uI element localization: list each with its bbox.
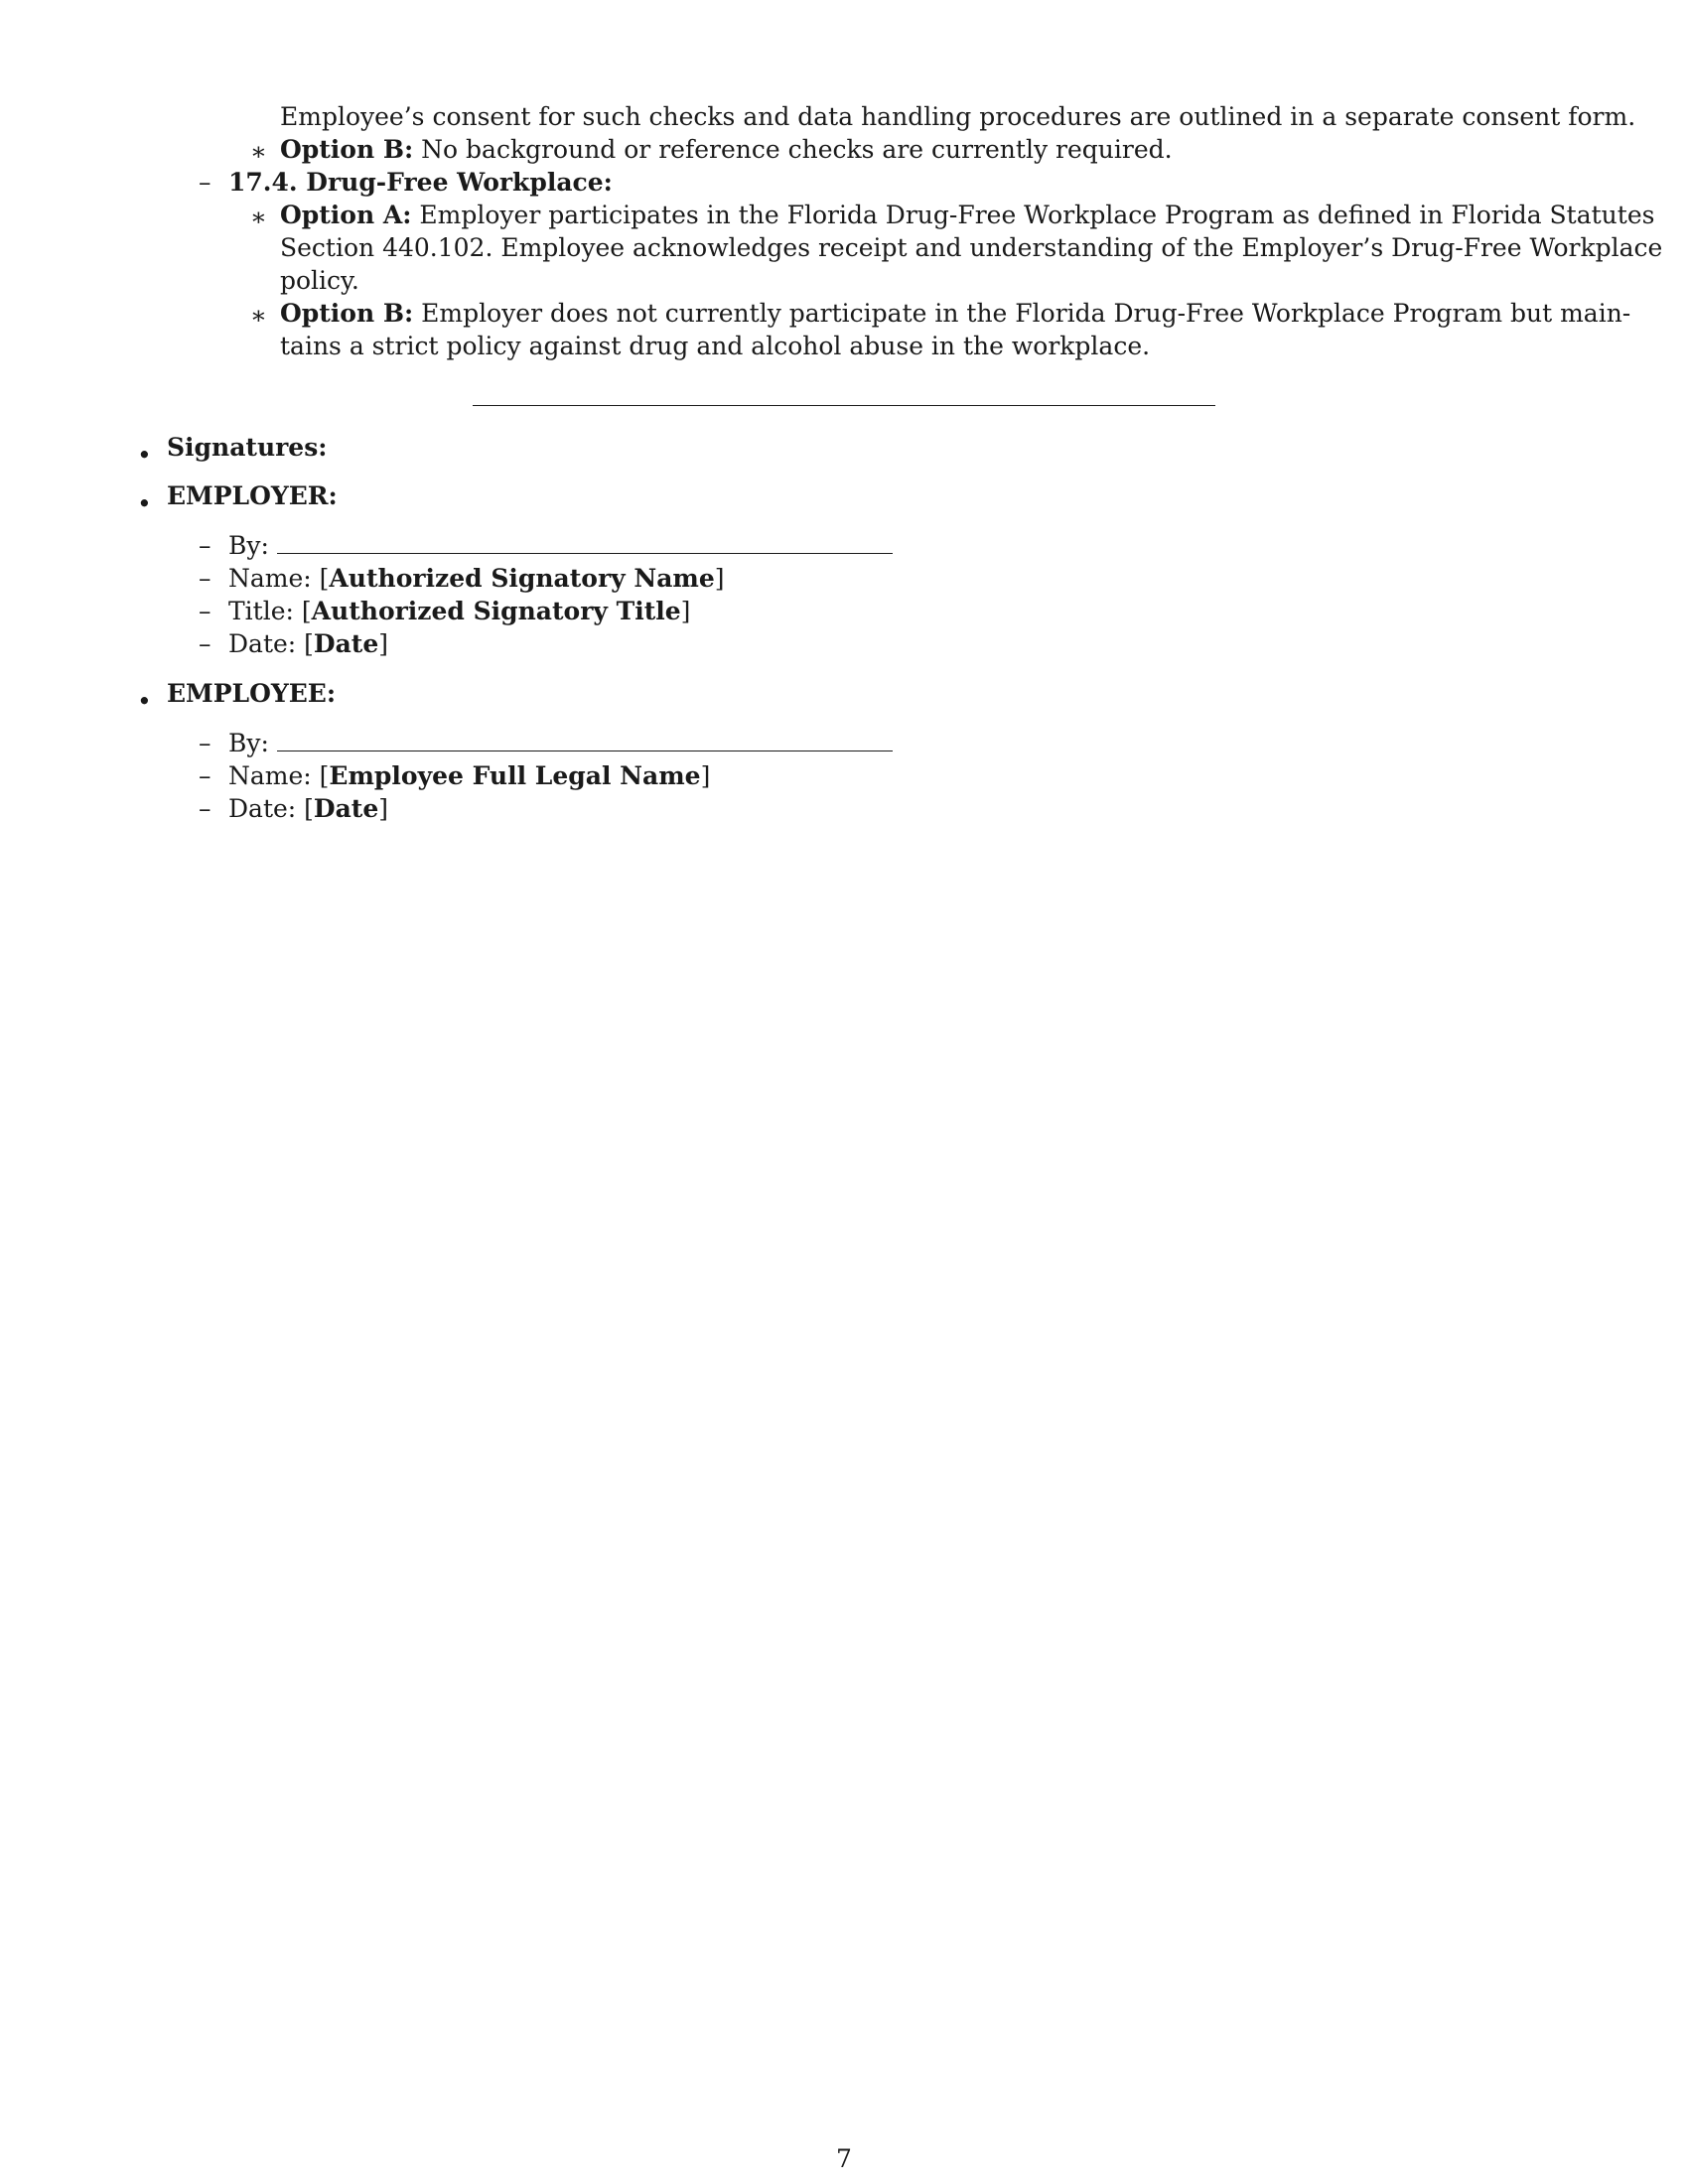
employer-title-label: Title: [ xyxy=(228,597,312,625)
employee-name-row xyxy=(228,759,710,792)
dash-bullet-icon: – xyxy=(199,531,211,560)
option-b-dfw-line2: tains a strict policy against drug and alcohol abuse in the workplace. xyxy=(280,332,1151,360)
dash-bullet-icon: – xyxy=(199,761,211,790)
employee-date-value: Date xyxy=(313,794,379,823)
employer-date-value: Date xyxy=(313,629,379,658)
employee-name-value: Employee Full Legal Name xyxy=(329,761,701,790)
page-number: 7 xyxy=(836,2144,852,2173)
option-b-dfw-line1 xyxy=(280,297,1630,330)
option-b-dfw-label: Option B: xyxy=(280,299,414,328)
bracket-close: ] xyxy=(378,629,389,658)
employer-by-row xyxy=(228,529,893,562)
option-a-label: Option A: xyxy=(280,201,412,229)
employee-date-row xyxy=(228,792,388,825)
asterisk-bullet-icon: ∗ xyxy=(250,203,267,231)
bullet-icon: • xyxy=(137,489,152,518)
asterisk-bullet-icon: ∗ xyxy=(250,301,267,330)
employer-heading: EMPLOYER: xyxy=(167,481,338,510)
employee-date-label: Date: [ xyxy=(228,794,314,823)
bracket-close: ] xyxy=(714,564,725,593)
employer-title-value: Authorized Signatory Title xyxy=(311,597,681,625)
employer-name-row xyxy=(228,562,725,595)
employer-date-label: Date: [ xyxy=(228,629,314,658)
dash-bullet-icon: – xyxy=(199,597,211,625)
employee-heading: EMPLOYEE: xyxy=(167,679,337,708)
signatures-heading: Signatures: xyxy=(167,433,328,462)
option-a-text-1: Employer participates in the Florida Drug-Free Workplace Program as defined in Florida Statutes xyxy=(411,201,1655,229)
option-b-label: Option B: xyxy=(280,135,414,164)
section-17-4-title: 17.4. Drug-Free Workplace: xyxy=(228,168,613,197)
continuation-text: Employee’s consent for such checks and data handling procedures are outlined in a separate consent form. xyxy=(280,102,1636,131)
employer-name-value: Authorized Signatory Name xyxy=(329,564,715,593)
dash-bullet-icon: – xyxy=(199,564,211,593)
employer-title-row xyxy=(228,595,690,627)
option-a-dfw-line3: policy. xyxy=(280,266,359,295)
bracket-close: ] xyxy=(700,761,711,790)
employer-signature-line[interactable] xyxy=(277,531,893,554)
dash-bullet-icon: – xyxy=(199,168,211,197)
dash-bullet-icon: – xyxy=(199,629,211,658)
bracket-close: ] xyxy=(378,794,389,823)
option-b-background-item xyxy=(280,133,1173,166)
employer-by-label: By: xyxy=(228,531,269,560)
option-b-dfw-text-1: Employer does not currently participate in the Florida Drug-Free Workplace Program but main- xyxy=(413,299,1631,328)
employee-by-label: By: xyxy=(228,729,269,757)
option-a-dfw-line1 xyxy=(280,199,1654,231)
employee-name-label: Name: [ xyxy=(228,761,330,790)
bullet-icon: • xyxy=(137,441,152,470)
horizontal-divider xyxy=(473,405,1215,406)
employer-name-label: Name: [ xyxy=(228,564,330,593)
asterisk-bullet-icon: ∗ xyxy=(250,137,267,166)
employer-date-row xyxy=(228,627,388,660)
dash-bullet-icon: – xyxy=(199,794,211,823)
dash-bullet-icon: – xyxy=(199,729,211,757)
bullet-icon: • xyxy=(137,687,152,716)
bracket-close: ] xyxy=(680,597,691,625)
option-a-dfw-line2: Section 440.102. Employee acknowledges receipt and understanding of the Employer’s Drug-Free Workplace xyxy=(280,233,1663,262)
option-b-text: No background or reference checks are currently required. xyxy=(413,135,1173,164)
employee-signature-line[interactable] xyxy=(277,729,893,751)
employee-by-row xyxy=(228,727,893,759)
